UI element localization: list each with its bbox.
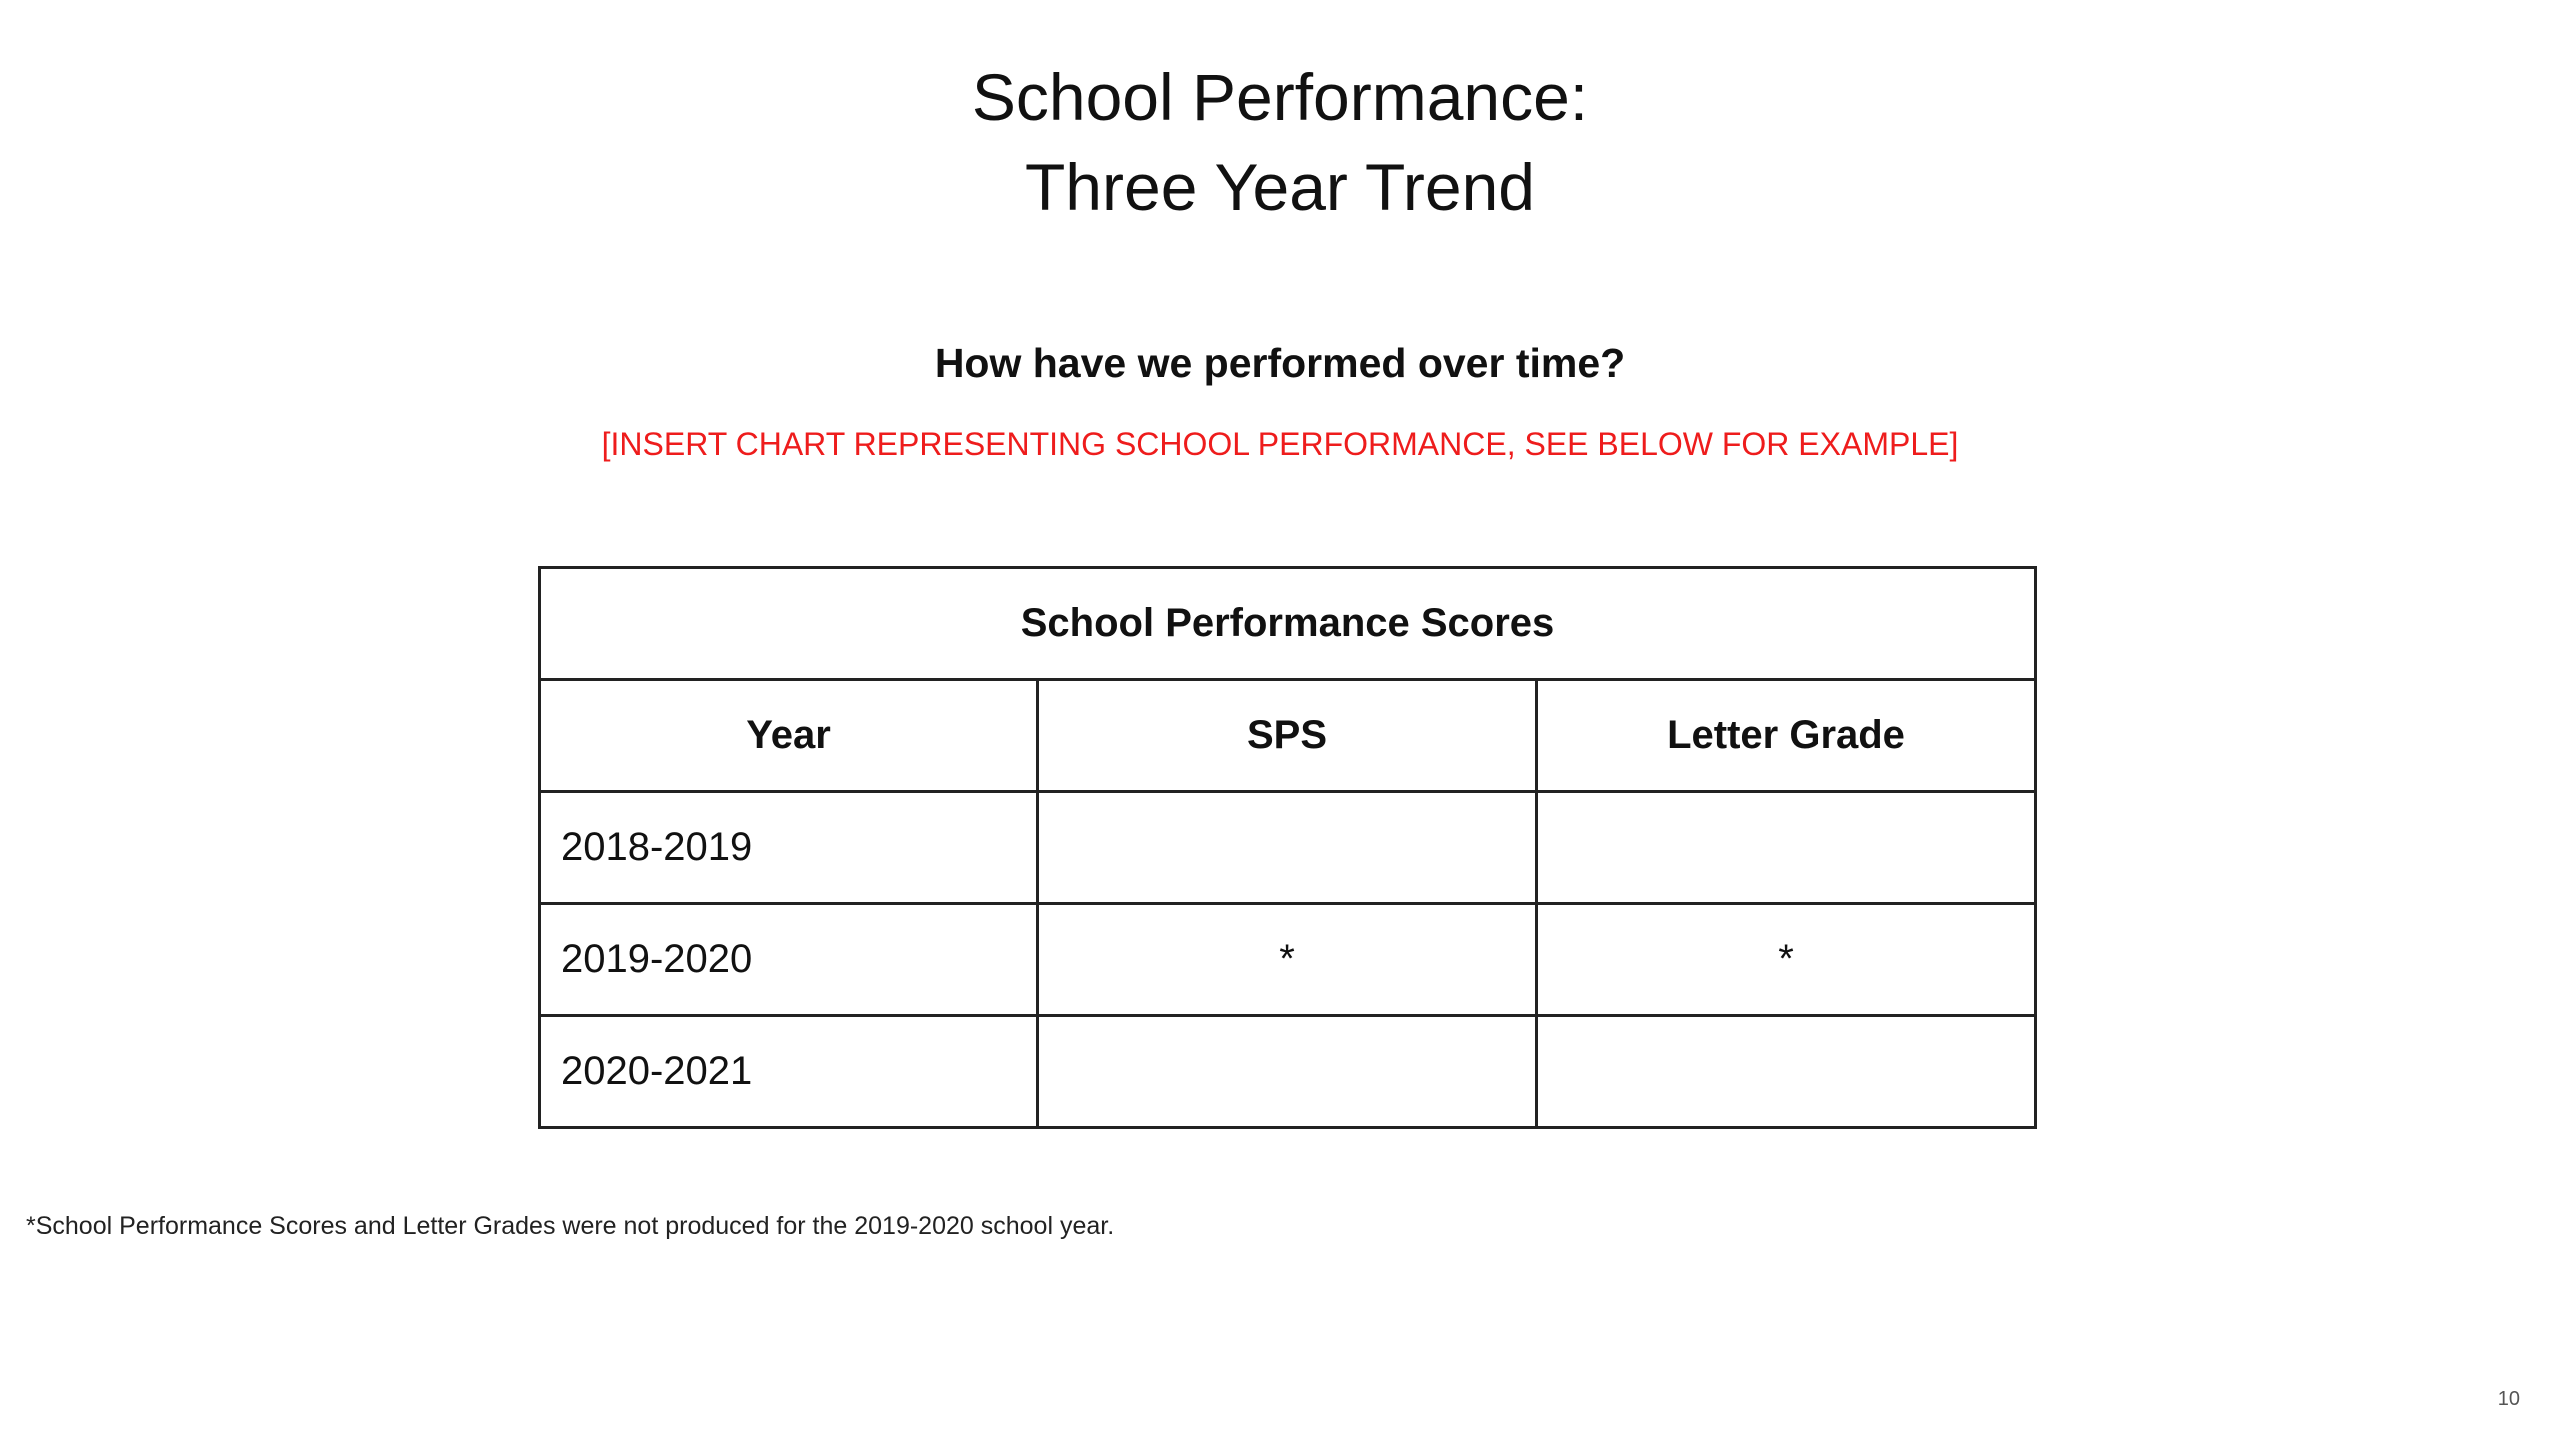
chart-placeholder-instruction: [INSERT CHART REPRESENTING SCHOOL PERFORMANCE, SEE BELOW FOR EXAMPLE] — [601, 426, 1959, 462]
table-row — [540, 792, 2036, 904]
header-year: Year — [540, 680, 1038, 792]
sps-cell — [1038, 1016, 1537, 1128]
page-number: 10 — [2497, 1388, 2520, 1410]
table-row — [540, 1016, 2036, 1128]
letter-grade-cell — [1537, 1016, 2036, 1128]
slide-title — [0, 52, 2560, 232]
year-cell: 2020-2021 — [540, 1016, 1038, 1128]
footnote: *School Performance Scores and Letter Grades were not produced for the 2019-2020 school year. — [26, 1212, 1115, 1240]
table-row — [540, 904, 2036, 1016]
year-cell: 2018-2019 — [540, 792, 1038, 904]
sps-cell: * — [1038, 904, 1537, 1016]
table-header-row — [540, 680, 2036, 792]
slide-title-line-1: School Performance: — [971, 60, 1589, 134]
slide-title-line-2: Three Year Trend — [1024, 150, 1536, 224]
letter-grade-cell: * — [1537, 904, 2036, 1016]
header-sps: SPS — [1038, 680, 1537, 792]
school-performance-table — [538, 566, 2037, 1129]
table-caption: School Performance Scores — [540, 568, 2036, 680]
section-question: How have we performed over time? — [934, 340, 1626, 386]
header-letter-grade: Letter Grade — [1537, 680, 2036, 792]
letter-grade-cell — [1537, 792, 2036, 904]
year-cell: 2019-2020 — [540, 904, 1038, 1016]
table-caption-row — [540, 568, 2036, 680]
sps-cell — [1038, 792, 1537, 904]
